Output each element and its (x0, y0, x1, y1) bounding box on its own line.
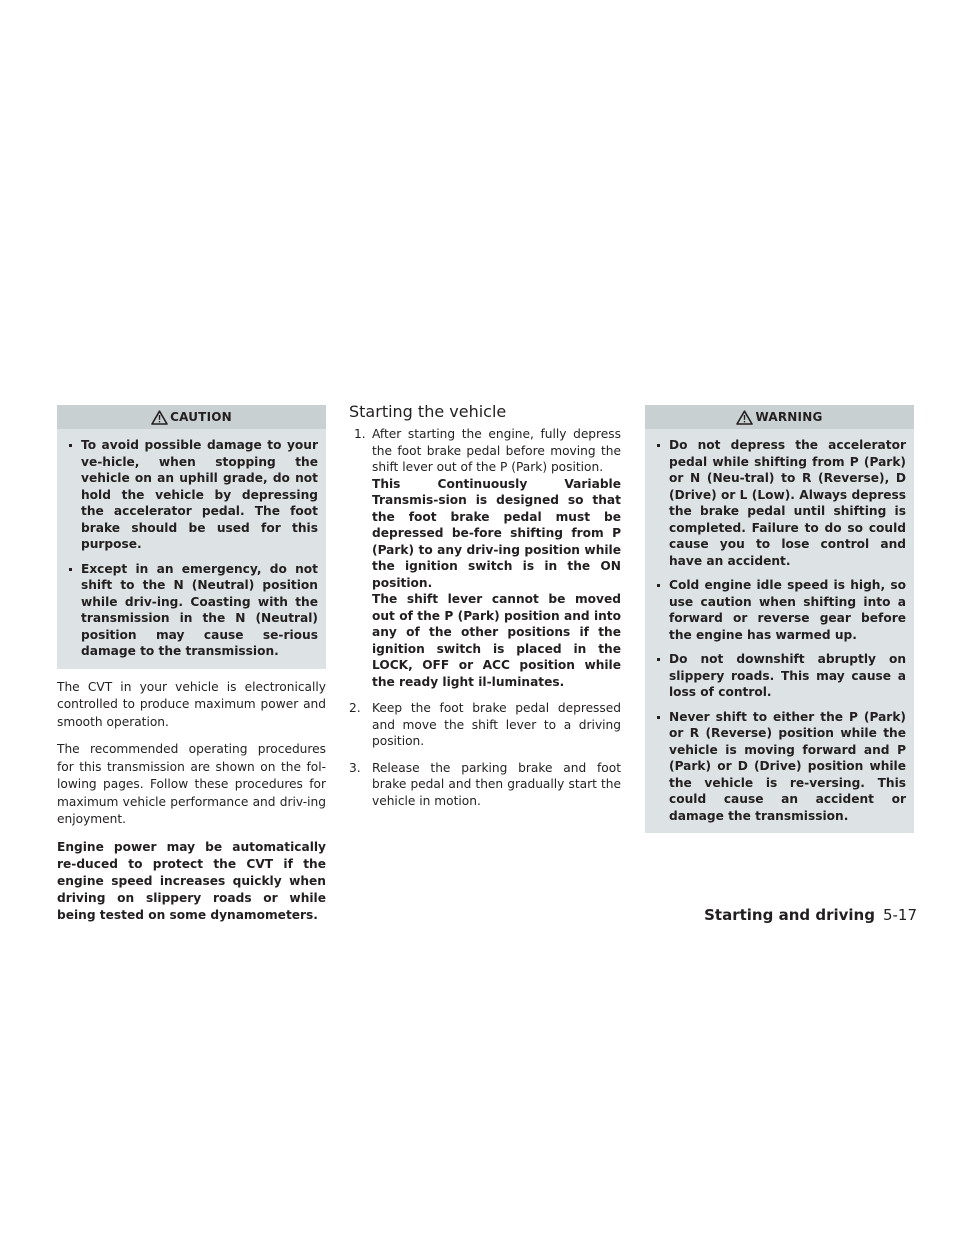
warning-header (645, 405, 914, 429)
caution-list (57, 429, 326, 660)
step-number: 1. (354, 427, 366, 441)
step-bold-note: This Continuously Variable Transmis-sion is designed so that the foot brake pedal must be depressed be-fore shifting from P (Park) to any driv-ing position while the ignition switch is in the ON position. (372, 476, 621, 590)
caution-box (57, 405, 326, 669)
caution-header (57, 405, 326, 429)
warning-list (645, 429, 914, 824)
intro-paragraph: The CVT in your vehicle is electronically controlled to produce maximum power and smooth operation. (57, 679, 326, 729)
step-text: Release the parking brake and foot brake pedal and then gradually start the vehicle in motion. (372, 760, 621, 808)
power-reduction-note: Engine power may be automatically re-duced to protect the CVT if the engine speed increases quickly when driving on slippery roads or while being tested on some dynamometers. (57, 839, 326, 922)
step-item (349, 700, 621, 750)
footer-section-title: Starting and driving (704, 906, 875, 924)
steps-list (349, 426, 621, 809)
left-column (57, 405, 326, 924)
step-bold-note: The shift lever cannot be moved out of the P (Park) position and into any of the other positions if the ignition switch is placed in the LOCK, OFF or ACC position while the ready light il-luminates. (372, 592, 621, 689)
caution-item: Except in an emergency, do not shift to the N (Neutral) position while driv-ing. Coasting with the transmission in the N (Neutral) position may cause se-rious damage to the transmission. (65, 561, 318, 660)
page-number: 5-17 (882, 906, 917, 924)
page-footer (704, 906, 917, 924)
warning-triangle-icon (151, 410, 168, 425)
warning-item: Do not depress the accelerator pedal while shifting from P (Park) or N (Neu-tral) to R (Reverse), D (Drive) or L (Low). Always depress the brake pedal until shifting is completed. Failure to do so could cause you to lose control and have an accident. (653, 437, 906, 569)
step-number: 2. (349, 701, 361, 715)
warning-title: WARNING (755, 410, 823, 424)
section-heading: Starting the vehicle (349, 402, 507, 421)
caution-title: CAUTION (170, 410, 232, 424)
warning-item: Cold engine idle speed is high, so use caution when shifting into a forward or reverse gear before the engine has warmed up. (653, 577, 906, 643)
step-number: 3. (349, 760, 361, 775)
right-column (645, 405, 914, 833)
caution-item: To avoid possible damage to your ve-hicle, when stopping the vehicle on an uphill grade, do not hold the vehicle by depressing the accelerator pedal. The foot brake should be used for this purpose. (65, 437, 318, 553)
middle-column (349, 402, 621, 819)
intro-paragraph: The recommended operating procedures for this transmission are shown on the fol-lowing pages. Follow these procedures for maximum vehicle performance and driv-ing enjoyment. (57, 742, 326, 826)
warning-triangle-icon (736, 410, 753, 425)
warning-item: Do not downshift abruptly on slippery roads. This may cause a loss of control. (653, 651, 906, 701)
step-text: Keep the foot brake pedal depressed and move the shift lever to a driving position. (372, 701, 621, 748)
warning-box (645, 405, 914, 833)
step-item (349, 426, 621, 690)
step-text: After starting the engine, fully depress the foot brake pedal before moving the shift lever out of the P (Park) position. (372, 427, 621, 474)
step-item (349, 760, 621, 810)
warning-item: Never shift to either the P (Park) or R (Reverse) position while the vehicle is moving forward and P (Park) or D (Drive) position while the vehicle is re-versing. This could cause an accident or damage the transmission. (653, 709, 906, 825)
